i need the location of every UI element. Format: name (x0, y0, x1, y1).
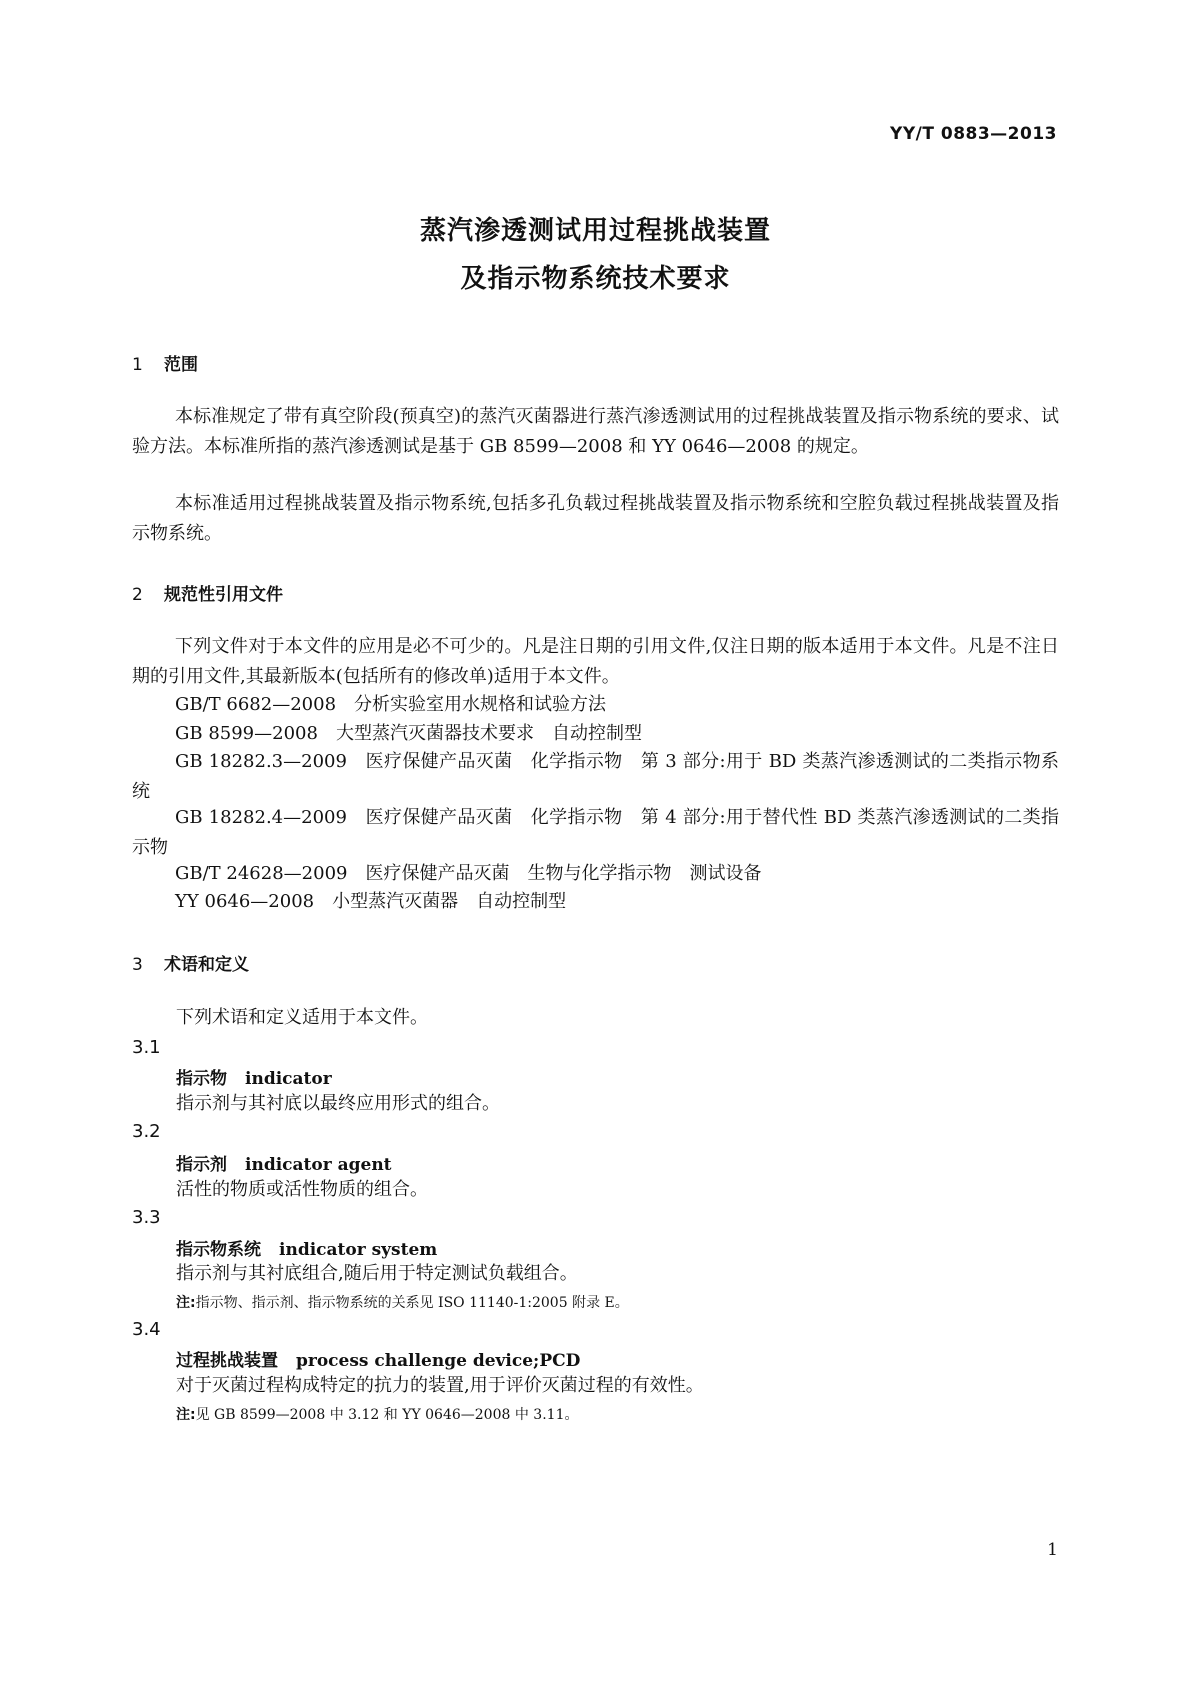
term-heading (176, 1150, 392, 1175)
term-zh: 指示物 (176, 1069, 227, 1089)
term-number: 3.4 (132, 1319, 161, 1340)
term-en: indicator (245, 1069, 332, 1089)
terms-intro: 下列术语和定义适用于本文件。 (176, 1007, 428, 1028)
term-number: 3.1 (132, 1037, 161, 1058)
reference-item: YY 0646—2008 小型蒸汽灭菌器 自动控制型 (175, 891, 567, 912)
note-label: 注: (176, 1295, 196, 1311)
page-number: 1 (1047, 1540, 1058, 1560)
term-en: indicator system (279, 1240, 438, 1260)
term-en: process challenge device;PCD (296, 1351, 581, 1371)
term-definition: 对于灭菌过程构成特定的抗力的装置,用于评价灭菌过程的有效性。 (176, 1375, 704, 1396)
term-note (176, 1292, 629, 1312)
reference-item: GB/T 6682—2008 分析实验室用水规格和试验方法 (175, 694, 607, 715)
document-title-line-1: 蒸汽渗透测试用过程挑战装置 (419, 216, 771, 246)
term-number: 3.2 (132, 1121, 161, 1142)
term-definition: 指示剂与其衬底以最终应用形式的组合。 (176, 1093, 500, 1114)
scope-paragraph-2: 本标准适用过程挑战装置及指示物系统,包括多孔负载过程挑战装置及指示物系统和空腔负载过程挑战装置及指示物系统。 (132, 493, 1059, 544)
section-title: 范围 (164, 355, 198, 375)
standard-code: YY/T 0883—2013 (890, 124, 1057, 144)
section-heading-scope (132, 350, 198, 375)
note-text: 指示物、指示剂、指示物系统的关系见 ISO 11140-1:2005 附录 E。 (195, 1295, 629, 1311)
section-heading-normative-references (132, 580, 283, 605)
section-number: 1 (132, 355, 143, 375)
term-definition: 指示剂与其衬底组合,随后用于特定测试负载组合。 (176, 1263, 578, 1284)
term-heading (176, 1064, 332, 1089)
document-title-line-2: 及指示物系统技术要求 (460, 264, 731, 294)
references-intro: 下列文件对于本文件的应用是必不可少的。凡是注日期的引用文件,仅注日期的版本适用于本文件。凡是不注日期的引用文件,其最新版本(包括所有的修改单)适用于本文件。 (132, 636, 1059, 687)
term-en: indicator agent (245, 1155, 392, 1175)
term-number: 3.3 (132, 1207, 161, 1228)
section-number: 3 (132, 955, 143, 975)
note-text: 见 GB 8599—2008 中 3.12 和 YY 0646—2008 中 3.11。 (195, 1407, 579, 1423)
term-zh: 过程挑战装置 (176, 1351, 278, 1371)
section-number: 2 (132, 585, 143, 605)
reference-item: GB 18282.4—2009 医疗保健产品灭菌 化学指示物 第 4 部分:用于替代性 BD 类蒸汽渗透测试的二类指示物 (132, 807, 1059, 858)
term-zh: 指示剂 (176, 1155, 227, 1175)
reference-item: GB 18282.3—2009 医疗保健产品灭菌 化学指示物 第 3 部分:用于 BD 类蒸汽渗透测试的二类指示物系统 (132, 751, 1059, 802)
section-title: 术语和定义 (164, 955, 249, 975)
reference-item: GB/T 24628—2009 医疗保健产品灭菌 生物与化学指示物 测试设备 (175, 863, 762, 884)
term-zh: 指示物系统 (176, 1240, 261, 1260)
term-definition: 活性的物质或活性物质的组合。 (176, 1179, 428, 1200)
note-label: 注: (176, 1407, 196, 1423)
section-heading-terms-definitions (132, 950, 249, 975)
section-title: 规范性引用文件 (164, 585, 283, 605)
term-note (176, 1404, 578, 1424)
reference-item: GB 8599—2008 大型蒸汽灭菌器技术要求 自动控制型 (175, 723, 642, 744)
term-heading (176, 1346, 580, 1371)
term-heading (176, 1235, 437, 1260)
scope-paragraph-1: 本标准规定了带有真空阶段(预真空)的蒸汽灭菌器进行蒸汽渗透测试用的过程挑战装置及指示物系统的要求、试验方法。本标准所指的蒸汽渗透测试是基于 GB 8599—2008 和 YY 0646—2008 的规定。 (132, 406, 1059, 457)
